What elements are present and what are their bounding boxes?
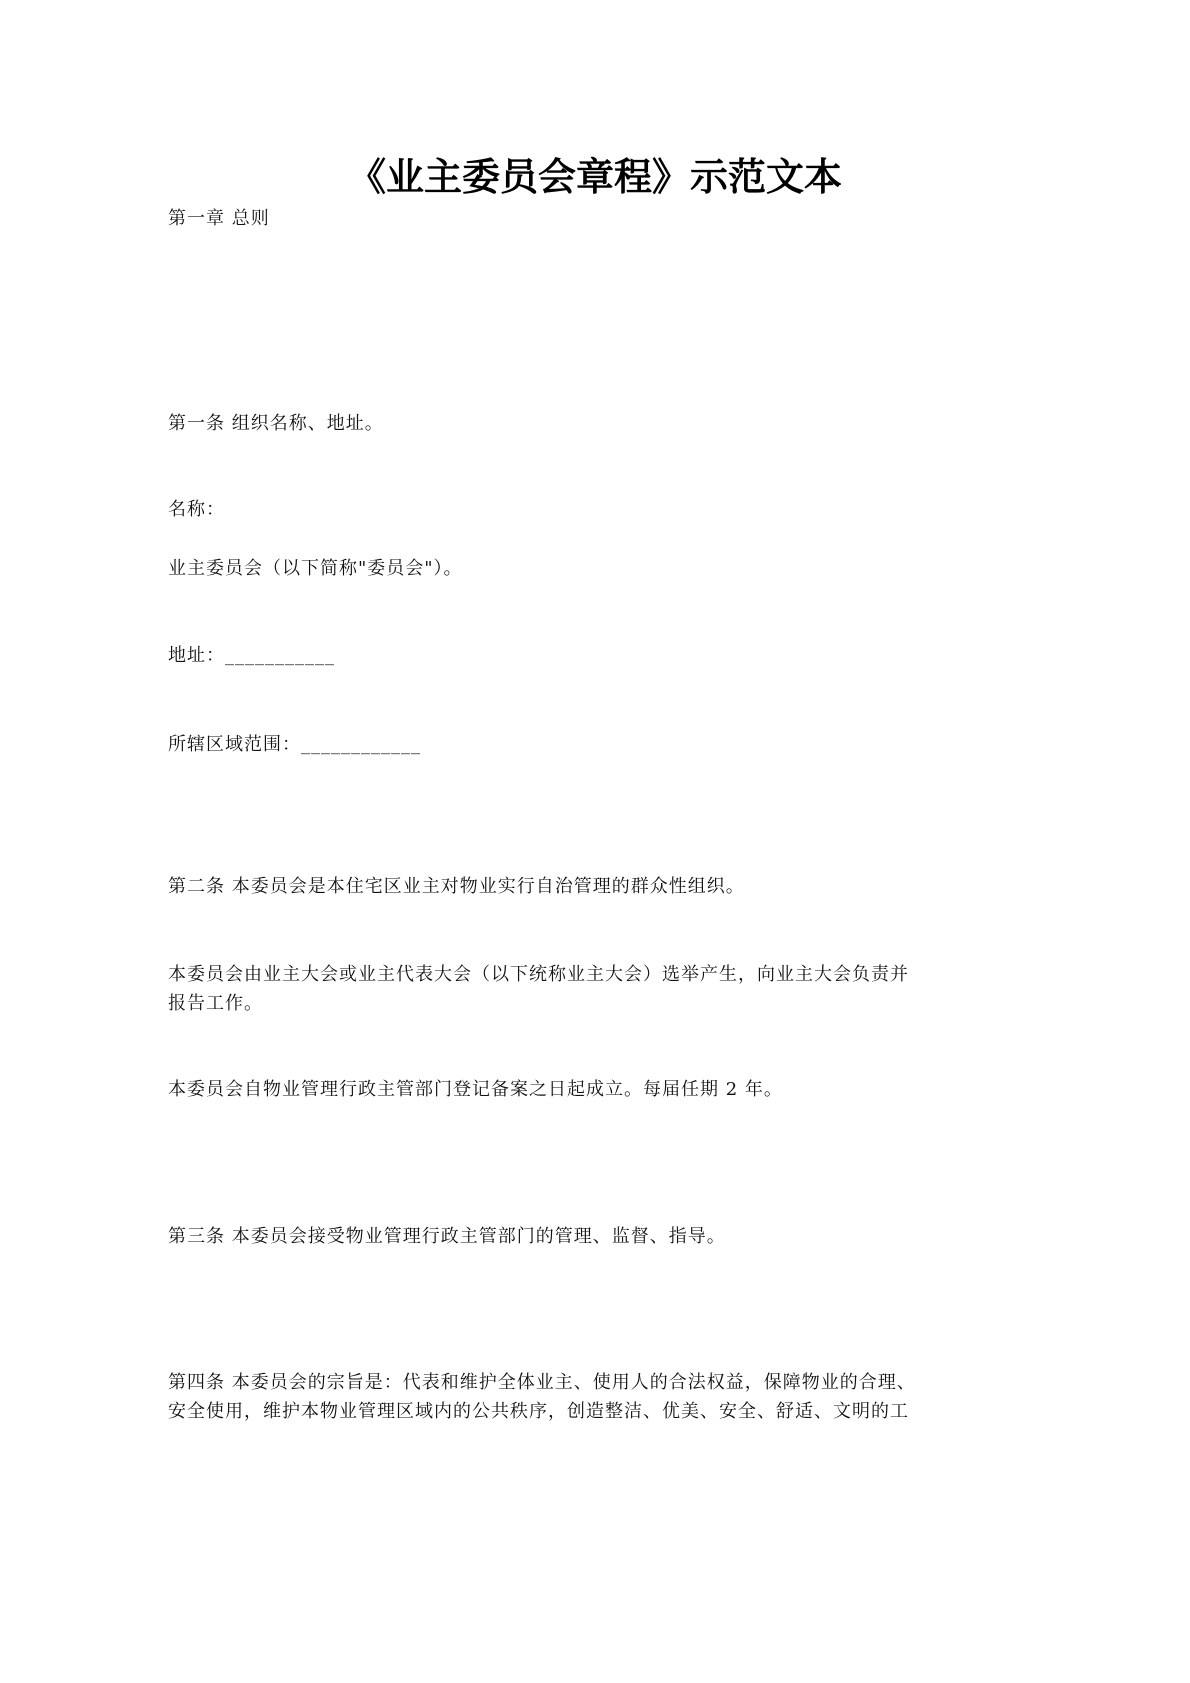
paragraph: 安全使用，维护本物业管理区域内的公共秩序，创造整洁、优美、安全、舒适、文明的工 [168,1401,909,1422]
document-title: 《业主委员会章程》示范文本 [347,155,842,199]
address-field: 地址：___________ [168,645,335,666]
article-1: 第一条 组织名称、地址。 [168,413,384,434]
name-label: 名称： [168,499,225,520]
name-value: 业主委员会（以下简称"委员会"）。 [168,558,463,579]
chapter-heading: 第一章 总则 [168,208,270,229]
article-3: 第三条 本委员会接受物业管理行政主管部门的管理、监督、指导。 [168,1226,726,1247]
paragraph: 本委员会由业主大会或业主代表大会（以下统称业主大会）选举产生，向业主大会负责并 [168,964,909,985]
paragraph: 本委员会自物业管理行政主管部门登记备案之日起成立。每届任期 2 年。 [168,1079,783,1100]
region-field: 所辖区域范围：____________ [168,734,421,755]
article-2: 第二条 本委员会是本住宅区业主对物业实行自治管理的群众性组织。 [168,876,745,897]
article-4: 第四条 本委员会的宗旨是：代表和维护全体业主、使用人的合法权益，保障物业的合理、 [168,1372,916,1393]
paragraph: 报告工作。 [168,993,263,1014]
